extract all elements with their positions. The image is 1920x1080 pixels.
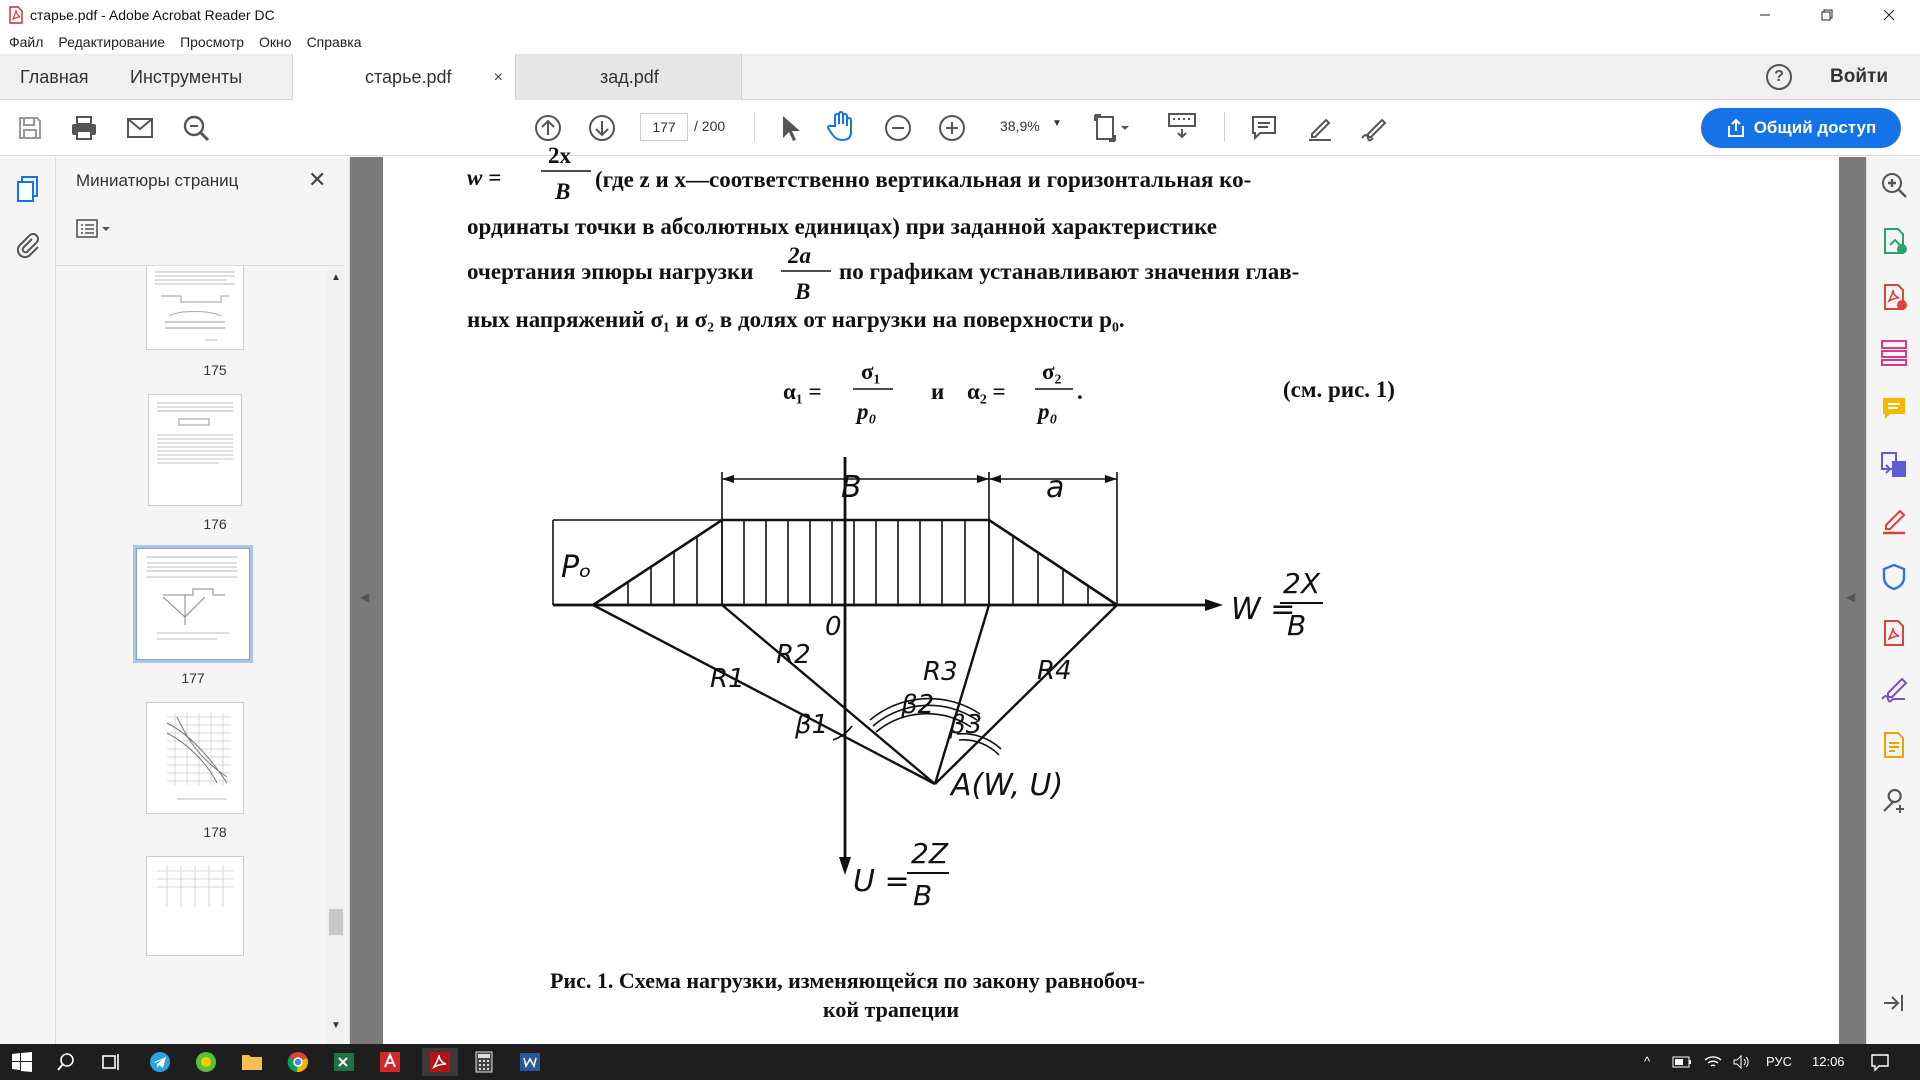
prev-page-button[interactable] [532, 112, 564, 144]
save-button[interactable] [14, 112, 46, 144]
volume-icon[interactable] [1732, 1054, 1750, 1070]
share-label: Общий доступ [1753, 118, 1877, 137]
fill-sign-icon[interactable] [1880, 507, 1908, 535]
magnifier-icon [182, 114, 210, 142]
close-window-button[interactable] [1858, 0, 1920, 30]
collapse-right-panel-icon[interactable]: ◀ [1846, 590, 1856, 604]
input-language[interactable]: РУС [1766, 1054, 1793, 1069]
hand-icon [827, 110, 857, 142]
right-tools-rail [1866, 157, 1920, 1044]
tab-home[interactable]: Главная [20, 66, 89, 87]
label-B: B [841, 470, 862, 505]
paragraph-line-4: ных напряжений σ₁ и σ₂ в долях от нагрузки на поверхности p₀. [467, 307, 1125, 332]
menu-file[interactable]: Файл [9, 34, 44, 50]
close-icon[interactable]: ✕ [308, 167, 327, 192]
page-total: / 200 [694, 118, 726, 134]
restore-icon [1821, 9, 1833, 21]
restore-button[interactable] [1796, 0, 1858, 30]
acrobat-reader-taskbar-button-active[interactable] [422, 1048, 458, 1076]
list-options-icon [76, 219, 112, 239]
thumbnail-page[interactable] [148, 394, 242, 506]
arrow-up-circle-icon [534, 114, 562, 142]
tab-doc-label: зад.pdf [600, 66, 659, 87]
attachments-button[interactable] [12, 229, 44, 261]
thumbnails-panel [56, 157, 350, 1044]
folder-icon [241, 1052, 263, 1072]
thumbnail-page-number: 178 [203, 824, 227, 840]
thumbnail-image [147, 703, 243, 813]
page-content [383, 143, 1839, 1057]
share-upload-icon [1726, 118, 1746, 138]
thumbnail-image [147, 857, 243, 955]
start-button[interactable] [8, 1048, 36, 1076]
menu-view[interactable]: Просмотр [180, 34, 245, 50]
menu-help[interactable]: Справка [306, 34, 362, 50]
pen-icon [1306, 114, 1334, 142]
thumbnail-page-selected[interactable] [136, 548, 250, 660]
figure-caption: Рис. 1. Схема нагрузки, изменяющейся по закону равнобоч- [550, 968, 1145, 993]
paragraph-line-1: (где z и x—соответственно вертикальная и горизонтальная ко- [595, 167, 1252, 192]
signature-pen-icon [1360, 114, 1388, 142]
chat-app-icon [195, 1051, 217, 1073]
save-icon [17, 115, 43, 141]
acrobat-icon [379, 1051, 401, 1073]
formula-w: w = [467, 165, 502, 190]
print-button[interactable] [68, 112, 100, 144]
label-origin: 0 [825, 612, 842, 642]
envelope-icon [126, 117, 154, 139]
chrome-icon [287, 1051, 309, 1073]
whatsapp-taskbar-button[interactable] [192, 1048, 220, 1076]
sign-button[interactable] [1358, 112, 1390, 144]
windows-taskbar [0, 1044, 1920, 1080]
plus-circle-icon [938, 114, 966, 142]
zoom-level-select[interactable]: 38,9% [1000, 118, 1040, 134]
organize-pages-icon[interactable] [1880, 339, 1908, 367]
comment-icon [1250, 114, 1278, 142]
page-thumbnails-button[interactable] [12, 173, 44, 205]
close-icon [1883, 9, 1895, 21]
excel-icon [333, 1051, 355, 1073]
minimize-button[interactable] [1734, 0, 1796, 30]
tab-doc-2[interactable] [516, 54, 742, 100]
thumbnail-page[interactable] [146, 702, 244, 814]
thumbnail-page[interactable] [146, 856, 244, 956]
tab-close-icon[interactable]: × [493, 68, 503, 86]
acrobat-reader-icon [429, 1051, 451, 1073]
email-button[interactable] [124, 112, 156, 144]
scrollbar-thumb[interactable] [329, 909, 343, 935]
load-diagram [553, 457, 1223, 875]
tab-doc-label: старье.pdf [365, 67, 452, 87]
comment-button[interactable] [1248, 112, 1280, 144]
formula-alpha2: α₂ = [967, 379, 1006, 404]
label-beta3: β3 [949, 710, 983, 740]
calculator-taskbar-button[interactable] [470, 1048, 498, 1076]
label-beta2: β2 [901, 690, 935, 720]
frac-denominator: B [555, 179, 571, 204]
tray-chevron-icon[interactable]: ^ [1644, 1054, 1651, 1069]
paragraph-line-3b: по графикам устанавливают значения глав- [839, 259, 1300, 284]
frac-numerator: σ₂ [1042, 359, 1062, 384]
label-R4: R4 [1037, 656, 1072, 686]
combine-files-icon[interactable] [1880, 451, 1908, 479]
label-w-axis: W = [1231, 592, 1296, 627]
explorer-taskbar-button[interactable] [238, 1048, 266, 1076]
word-icon [519, 1051, 541, 1073]
menu-edit[interactable]: Редактирование [58, 34, 166, 50]
thumbnail-image [137, 549, 249, 659]
left-nav-rail [0, 157, 56, 1044]
frac-numerator: 2x [548, 143, 571, 168]
formula-dot: . [1077, 379, 1083, 404]
frac-denominator: B [795, 279, 811, 304]
edit-pdf-icon[interactable] [1880, 619, 1908, 647]
label-R3: R3 [923, 657, 958, 687]
pointer-arrow-icon [779, 114, 801, 142]
thumbnail-list [56, 265, 344, 1044]
search-icon [56, 1052, 76, 1072]
label-w-den: B [1287, 609, 1307, 642]
printer-icon [70, 115, 98, 141]
pages-icon [15, 175, 41, 203]
label-R2: R2 [776, 640, 811, 670]
label-u-axis: U = [853, 864, 910, 899]
create-pdf-icon[interactable] [1880, 283, 1908, 311]
export-pdf-icon[interactable] [1880, 227, 1908, 255]
word-taskbar-button[interactable] [516, 1048, 544, 1076]
paperclip-icon [15, 231, 41, 259]
window-title: старье.pdf - Adobe Acrobat Reader DC [30, 7, 275, 23]
zoom-in-button[interactable] [936, 112, 968, 144]
toolbar-separator [754, 112, 755, 142]
select-tool-button[interactable] [774, 112, 806, 144]
minimize-icon [1759, 9, 1771, 21]
fit-page-icon [1094, 114, 1130, 142]
chevron-down-icon[interactable]: ▼ [1052, 118, 1062, 129]
tab-doc-active[interactable] [292, 54, 516, 101]
formula-alpha1: α₁ = [783, 379, 822, 404]
tab-tools[interactable]: Инструменты [130, 66, 243, 87]
signin-button[interactable]: Войти [1830, 66, 1888, 87]
help-icon[interactable]: ? [1766, 64, 1792, 90]
menu-bar [0, 30, 1920, 54]
pdf-page [383, 143, 1839, 1057]
label-u-den: B [913, 879, 933, 912]
frac-denominator: p₀ [1038, 399, 1058, 424]
search-taskbar-button[interactable] [52, 1048, 80, 1076]
label-R1: R1 [710, 664, 745, 694]
frac-numerator: 2a [788, 243, 811, 268]
thumbnail-page-number: 176 [203, 516, 227, 532]
scroll-up-icon[interactable]: ▲ [331, 272, 341, 283]
fit-page-button[interactable] [1096, 112, 1128, 144]
signature-request-icon[interactable] [1880, 675, 1908, 703]
thumbnail-image [147, 266, 243, 350]
scroll-down-icon[interactable]: ▼ [331, 1020, 341, 1031]
frac-numerator: σ₁ [861, 359, 881, 384]
more-tools-icon[interactable] [1880, 787, 1908, 815]
thumbnail-options-button[interactable] [76, 219, 112, 244]
zoom-out-button[interactable] [882, 112, 914, 144]
frac-denominator: p₀ [857, 399, 877, 424]
calculator-icon [474, 1051, 494, 1073]
collapse-left-panel-icon[interactable]: ◀ [360, 590, 370, 604]
thumbnail-page[interactable] [146, 266, 244, 350]
next-page-button[interactable] [586, 112, 618, 144]
paragraph-line-3a: очертания эпюры нагрузки [467, 259, 754, 284]
thumbnail-page-number: 175 [203, 362, 227, 378]
formula-and: и [931, 379, 945, 404]
comment-tool-icon[interactable] [1880, 395, 1908, 423]
keyboard-scroll-icon [1167, 111, 1197, 141]
zoom-search-icon[interactable] [1880, 171, 1908, 199]
windows-logo-icon [12, 1052, 32, 1072]
battery-icon[interactable] [1672, 1056, 1692, 1068]
minus-circle-icon [884, 114, 912, 142]
page-number-input[interactable]: 177 [640, 113, 688, 141]
panel-title: Миниатюры страниц [76, 171, 239, 190]
thumbnail-page-number: 177 [181, 670, 205, 686]
search-button[interactable] [180, 112, 212, 144]
collapse-tools-icon[interactable] [1880, 989, 1908, 1017]
label-point-A: A(W, U) [951, 768, 1064, 803]
paragraph-line-2: ординаты точки в абсолютных единицах) при заданной характеристике [467, 214, 1217, 239]
title-bar [0, 0, 1920, 30]
label-w-num: 2X [1283, 567, 1320, 600]
task-view-button[interactable] [96, 1048, 124, 1076]
read-mode-button[interactable] [1166, 110, 1198, 142]
figure-caption-cont: кой трапеции [823, 997, 960, 1022]
telegram-taskbar-button[interactable] [146, 1048, 174, 1076]
system-clock[interactable]: 12:06 [1812, 1054, 1845, 1069]
tab-bar [0, 54, 1920, 100]
wifi-icon[interactable] [1704, 1054, 1722, 1070]
telegram-icon [149, 1051, 171, 1073]
menu-window[interactable]: Окно [259, 34, 292, 50]
label-a: a [1046, 470, 1065, 505]
send-for-review-icon[interactable] [1880, 731, 1908, 759]
chrome-taskbar-button[interactable] [284, 1048, 312, 1076]
toolbar-separator [1224, 112, 1225, 142]
formula-reference: (см. рис. 1) [1283, 377, 1395, 402]
hand-tool-button[interactable] [826, 110, 858, 142]
label-beta1: β1 [795, 710, 829, 740]
task-view-icon [100, 1052, 120, 1072]
thumbnail-image [149, 395, 241, 505]
pdf-file-icon [8, 6, 24, 24]
protect-shield-icon[interactable] [1880, 563, 1908, 591]
excel-taskbar-button[interactable] [330, 1048, 358, 1076]
highlight-button[interactable] [1304, 112, 1336, 144]
label-p0: Pₒ [561, 550, 592, 585]
share-button[interactable] [1701, 108, 1901, 148]
notifications-icon[interactable] [1870, 1053, 1890, 1071]
label-u-num: 2Z [911, 837, 948, 870]
arrow-down-circle-icon [588, 114, 616, 142]
acrobat-taskbar-button[interactable] [376, 1048, 404, 1076]
